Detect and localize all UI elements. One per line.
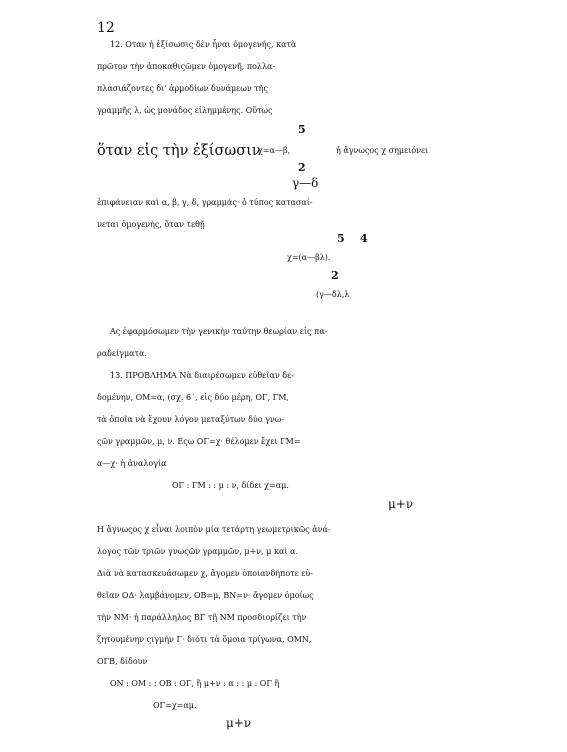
paragraph-line: πρῶτον τὴν ἀποκαθιςῶμεν ὁμογενῆ, πολλα- — [97, 62, 276, 71]
paragraph-line: ραδείγματα. — [97, 349, 147, 358]
paragraph-line: τὰ ὁποῖα νὰ ἔχουν λόγον μεταξύτων δύο γνω- — [97, 415, 284, 424]
problem-heading: 13. ΠΡΟΒΛΗΜΑ Νὰ διαιρέσωμεν εὐθεῖαν δε- — [110, 371, 294, 380]
paragraph-line: Ας ἐφαρμόσωμεν τὴν γενικὴν ταύτην θεωρίαν εἰς πα- — [110, 327, 328, 336]
paragraph-line: λογος τῶν τριῶν γνωςῶν γραμμῶν, μ+ν, μ καὶ α. — [97, 547, 299, 556]
proportion: ΟΝ : ΟΜ : : ΟΒ : ΟΓ, ἢ μ+ν : α : : μ : ΟΓ ἢ — [110, 679, 280, 688]
paragraph-line: ἐπιφάνειαν καὶ α, β, γ, δ, γραμμάς· ὁ τύπος κατασαί- — [97, 198, 313, 207]
paragraph-line: θεῖαν ΟΔ· λαμβάνομεν, ΟΒ=μ, ΒΝ=ν· ἄγομεν ὁμοίως — [97, 591, 314, 600]
equation: χ=(α—βλ). — [287, 253, 331, 262]
equation: ΟΓ=χ=αμ. — [153, 701, 197, 710]
exponent: 2 — [298, 161, 306, 174]
fraction-denominator: μ+ν — [388, 497, 414, 511]
equation: χ=α—β, — [258, 146, 291, 155]
equation-tail: ἡ ἄγνωςος χ σημειόνει — [336, 146, 429, 155]
exponent: 2 — [331, 269, 339, 282]
fraction-denominator: μ+ν — [226, 716, 252, 730]
proportion: ΟΓ : ΓΜ : : μ : ν, δίδει χ=αμ. — [172, 481, 289, 490]
paragraph-line: δομένην, ΟΜ=α, (σχ. 6΄, εἰς δύο μέρη, ΟΓ, ΓΜ, — [97, 393, 289, 402]
fraction-denominator: γ—δ — [292, 176, 319, 190]
paragraph-line: α—χ· ἡ ἀναλογία — [97, 459, 167, 468]
paragraph-line: Η ἄγνωςος χ εἶναι λοιπὸν μία τετάρτη γεωμετρικῶς ἀνά- — [97, 525, 331, 534]
equation-intro: ὅταν εἰς τὴν ἐξίσωσιν — [97, 143, 261, 159]
paragraph-line: νεται ὁμογενὴς, ὅταν τεθῇ — [97, 220, 205, 229]
paragraph-line: τὴν ΝΜ· ἡ παράλληλος ΒΓ τῇ ΝΜ προσδιορίζει τὴν — [97, 613, 307, 622]
paragraph-line: ςῶν γραμμῶν, μ, ν. Εςω ΟΓ=χ· θέλομεν ἔχει ΓΜ= — [97, 437, 301, 446]
paragraph-line: Διὰ νὰ κατασκευάσωμεν χ, ἄγομεν ὁποιανδήποτε εὐ- — [97, 569, 313, 578]
page-number: 12 — [97, 20, 115, 36]
paragraph-line: 12. Οταν ἡ ἐξίσωσις δὲν ἦναι ὁμογενής, κατὰ — [110, 40, 297, 49]
paragraph-line: γραμμῆς λ, ὡς μονάδος εἰλημμένης. Οὕτως — [97, 106, 273, 115]
exponent: 5 4 — [337, 232, 368, 245]
fraction-denominator: (γ—δλ,λ — [316, 290, 350, 299]
paragraph-line: ΟΓΒ, δίδουν — [97, 657, 148, 666]
paragraph-line: πλασιάζοντες δι' ἁρμοδίων δυνάμεων τῆς — [97, 84, 268, 93]
paragraph-line: ζητουμένην ςιγμὴν Γ· διότι τὰ ὅμοια τρίγωνα, ΟΜΝ, — [97, 635, 312, 644]
exponent: 5 — [298, 123, 306, 136]
